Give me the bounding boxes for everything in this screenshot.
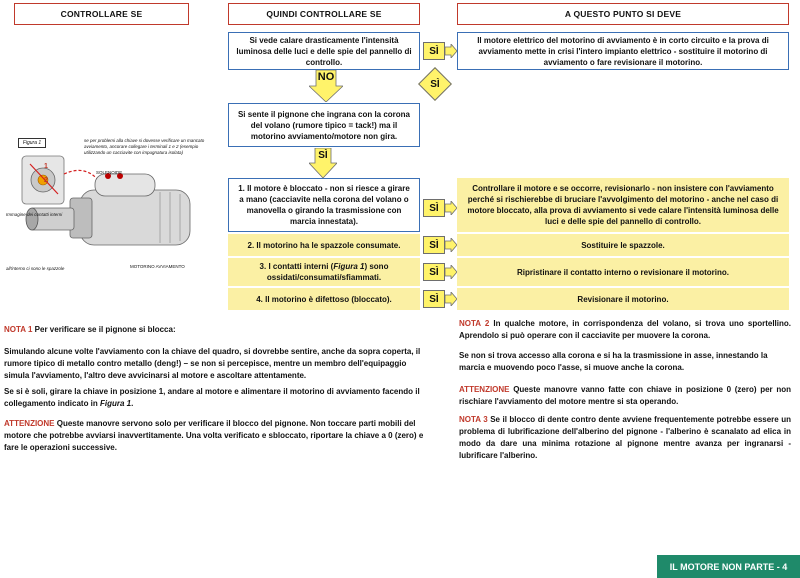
si-badge-causa-4: SÌ [423, 290, 445, 308]
cause3-pre: 3. I contatti interni ( [259, 262, 334, 271]
si-badge-causa-2: SÌ [423, 236, 445, 254]
box-azione-4: Revisionare il motorino. [457, 288, 789, 310]
box-causa-3 [228, 258, 420, 286]
box-pignone: Si sente il pignone che ingrana con la corona del volano (rumore tipico = tack!) ma il motorino avviamento/motore non gira. [228, 103, 420, 147]
header-quindi-controllare-se: QUINDI CONTROLLARE SE [228, 3, 420, 25]
si-diagonal-label: SÌ [430, 78, 440, 90]
attenzione-2 [459, 384, 791, 408]
figure-label-contatti: Immagine dei contatti interni [6, 212, 63, 217]
si-down-label: SÌ [318, 150, 328, 161]
attenzione-2-label: ATTENZIONE [459, 385, 510, 394]
figure-label-spazzole: all'interno ci sono le spazzole [6, 266, 65, 271]
box-azione-2: Sostituire le spazzole. [457, 234, 789, 256]
nota2-paragraph-2: Se non si trova accesso alla corona e si ha la trasmissione in asse, innestando la marcia e muovendo poco l'asse, si muove anche la corona. [459, 351, 768, 372]
figure-note: se per problemi alla chiave si dovesse verificare un mancato avviamento, ancorare collegare i terminali 1 e 2 (esempio utilizzando un cacciavite con impugnatura isolata) [84, 138, 205, 155]
nota1-paragraph-1: Simulando alcune volte l'avviamento con la chiave del quadro, si dovrebbe sentire, anche da sopra coperta, il rumore tipico di metallo contro metallo (deng!) – se non si percepisce, mentre un membro dell'equipaggio simula l'avviamento, l'altro deve avvicinarsi al motore e ascoltare attentamente. [4, 347, 421, 380]
nota1-paragraph-2 [4, 386, 424, 410]
figure-label-motorino: MOTORINO AVVIAMENTO [130, 264, 185, 269]
nota3-text: Se il blocco di dente contro dente avviene frequentemente potrebbe essere un problema di lubrificazione dell'alberino del pignone - l'alberino è scanalato ad elica in modo da dare una minima rotazione al pignone mentre avanza per ingranarsi - lubrificare l'alberino. [459, 415, 791, 460]
nota2-text: In qualche motore, in corrispondenza del volano, si trova uno sportellino. Aprendolo si può operare con il cacciavite per muovere la corona. [459, 319, 791, 340]
figure-label-solenoide: SOLENOIDE [96, 170, 123, 175]
header-a-questo-punto: A QUESTO PUNTO SI DEVE [457, 3, 789, 25]
attenzione-2-text: Queste manovre vanno fatte con chiave in posizione 0 (zero) per non rischiare l'avviamento del motore mentre si sta operando. [459, 385, 791, 406]
box-azione-3: Ripristinare il contatto interno o revisionare il motorino. [457, 258, 789, 286]
attenzione-1-label: ATTENZIONE [4, 419, 55, 428]
arrow-right-causa-1 [445, 201, 457, 215]
si-badge-causa-1: SÌ [423, 199, 445, 217]
box-corto-circuito: Il motore elettrico del motorino di avviamento è in corto circuito e la prova di avviamento mette in crisi l'intero impianto elettrico - sostituire il motorino di avviamento o fare revisionare il motorino. [457, 32, 789, 70]
nota3 [459, 414, 791, 462]
footer-page-title: IL MOTORE NON PARTE - 4 [657, 555, 800, 578]
attenzione-1 [4, 418, 424, 454]
arrow-right-1 [445, 44, 457, 58]
si-badge-1: SÌ [423, 42, 445, 60]
cause3-fig: Figura 1 [333, 262, 365, 271]
nota1-p2-pre: Se si è soli, girare la chiave in posizione 1, andare al motore e alimentare il motorino di avviamento facendo il collegamento indicato in [4, 387, 420, 408]
header-controllare-se: CONTROLLARE SE [14, 3, 189, 25]
nota1-p2-fig: Figura 1 [100, 399, 132, 408]
nota1-p2-post: . [131, 399, 134, 408]
no-label: NO [317, 71, 335, 83]
figure-starter-motor [0, 130, 228, 280]
nota2 [459, 318, 791, 342]
attenzione-1-text: Queste manovre servono solo per verificare il blocco del pignone. Non toccare parti mobili del motore che potrebbe avviarsi inavvertitamente. Una volta verificato e sbloccato, riportare la chiave a 0 (zero) e fare le operazioni successive. [4, 419, 424, 452]
nota3-label: NOTA 3 [459, 415, 488, 424]
arrow-right-causa-2 [445, 238, 457, 252]
box-causa-2: 2. Il motorino ha le spazzole consumate. [228, 234, 420, 256]
box-causa-4: 4. Il motorino è difettoso (bloccato). [228, 288, 420, 310]
cause3-post: ) sono ossidati/consumati/sfiammati. [266, 262, 389, 282]
nota1-title: Per verificare se il pignone si blocca: [32, 325, 176, 334]
si-badge-causa-3: SÌ [423, 263, 445, 281]
arrow-right-causa-4 [445, 292, 457, 306]
box-azione-1: Controllare il motore e se occorre, revisionarlo - non insistere con l'avviamento perché si rischierebbe di bruciare l'avvolgimento del motorino - anche nel caso di motore bloccato, alla prova di avviamento si vede calare l'intensità luminosa delle luci e delle spie del pannello di controllo. [457, 178, 789, 232]
box-causa-1: 1. Il motore è bloccato - non si riesce a girare a mano (cacciavite nella corona del volano o manovella o girando la trasmissione con marcia innestata). [228, 178, 420, 232]
arrow-right-causa-3 [445, 265, 457, 279]
figure-num-2: 2 [44, 177, 48, 184]
nota1-heading [4, 324, 424, 336]
figure-num-1: 1 [44, 163, 48, 170]
box-calo-luci: Si vede calare drasticamente l'intensità luminosa delle luci e delle spie del pannello di controllo. [228, 32, 420, 70]
nota1-label: NOTA 1 [4, 325, 33, 334]
figure-caption: Figura 1 [18, 138, 46, 148]
nota2-label: NOTA 2 [459, 319, 490, 328]
